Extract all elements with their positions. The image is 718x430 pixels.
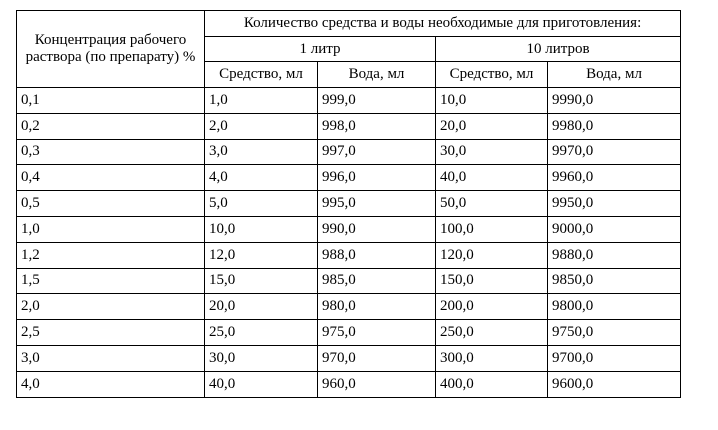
concentration-cell: 3,0 — [17, 345, 205, 371]
agent-1l-cell: 2,0 — [205, 113, 318, 139]
water-10l-cell: 9000,0 — [548, 216, 681, 242]
volume-1l-header: 1 литр — [205, 37, 436, 62]
agent-1l-header: Средство, мл — [205, 62, 318, 88]
agent-10l-cell: 400,0 — [436, 371, 548, 397]
dilution-table — [16, 10, 681, 398]
water-10l-cell: 9980,0 — [548, 113, 681, 139]
water-1l-cell: 988,0 — [318, 242, 436, 268]
water-10l-cell: 9950,0 — [548, 191, 681, 217]
water-10l-cell: 9700,0 — [548, 345, 681, 371]
water-1l-cell: 990,0 — [318, 216, 436, 242]
agent-1l-cell: 25,0 — [205, 320, 318, 346]
water-1l-cell: 998,0 — [318, 113, 436, 139]
concentration-cell: 0,1 — [17, 88, 205, 114]
agent-10l-cell: 40,0 — [436, 165, 548, 191]
concentration-cell: 4,0 — [17, 371, 205, 397]
water-10l-cell: 9990,0 — [548, 88, 681, 114]
agent-10l-cell: 150,0 — [436, 268, 548, 294]
table-row — [17, 139, 681, 165]
agent-1l-cell: 20,0 — [205, 294, 318, 320]
agent-1l-cell: 30,0 — [205, 345, 318, 371]
concentration-cell: 0,5 — [17, 191, 205, 217]
agent-10l-cell: 250,0 — [436, 320, 548, 346]
table-row — [17, 371, 681, 397]
water-10l-cell: 9600,0 — [548, 371, 681, 397]
agent-10l-cell: 300,0 — [436, 345, 548, 371]
agent-1l-cell: 5,0 — [205, 191, 318, 217]
table-header — [17, 11, 681, 88]
volume-10l-header: 10 литров — [436, 37, 681, 62]
concentration-cell: 0,3 — [17, 139, 205, 165]
agent-10l-cell: 120,0 — [436, 242, 548, 268]
concentration-cell: 0,4 — [17, 165, 205, 191]
table-row — [17, 268, 681, 294]
water-1l-cell: 985,0 — [318, 268, 436, 294]
table-row — [17, 320, 681, 346]
agent-1l-cell: 4,0 — [205, 165, 318, 191]
concentration-cell: 2,5 — [17, 320, 205, 346]
table-row — [17, 216, 681, 242]
water-1l-cell: 970,0 — [318, 345, 436, 371]
water-1l-cell: 996,0 — [318, 165, 436, 191]
agent-1l-cell: 10,0 — [205, 216, 318, 242]
quantity-header: Количество средства и воды необходимые для приготовления: — [205, 11, 681, 37]
agent-10l-cell: 200,0 — [436, 294, 548, 320]
water-1l-cell: 960,0 — [318, 371, 436, 397]
agent-1l-cell: 15,0 — [205, 268, 318, 294]
water-1l-cell: 999,0 — [318, 88, 436, 114]
agent-10l-header: Средство, мл — [436, 62, 548, 88]
table-row — [17, 88, 681, 114]
water-1l-cell: 980,0 — [318, 294, 436, 320]
agent-1l-cell: 40,0 — [205, 371, 318, 397]
agent-1l-cell: 1,0 — [205, 88, 318, 114]
concentration-cell: 1,0 — [17, 216, 205, 242]
water-10l-cell: 9750,0 — [548, 320, 681, 346]
table-row — [17, 242, 681, 268]
water-1l-cell: 975,0 — [318, 320, 436, 346]
table-body — [17, 88, 681, 398]
water-1l-cell: 995,0 — [318, 191, 436, 217]
table-row — [17, 113, 681, 139]
water-1l-cell: 997,0 — [318, 139, 436, 165]
table-row — [17, 165, 681, 191]
water-10l-header: Вода, мл — [548, 62, 681, 88]
agent-10l-cell: 50,0 — [436, 191, 548, 217]
agent-10l-cell: 10,0 — [436, 88, 548, 114]
water-1l-header: Вода, мл — [318, 62, 436, 88]
table-row — [17, 191, 681, 217]
agent-1l-cell: 12,0 — [205, 242, 318, 268]
concentration-cell: 1,5 — [17, 268, 205, 294]
water-10l-cell: 9960,0 — [548, 165, 681, 191]
concentration-cell: 1,2 — [17, 242, 205, 268]
agent-10l-cell: 30,0 — [436, 139, 548, 165]
water-10l-cell: 9970,0 — [548, 139, 681, 165]
water-10l-cell: 9800,0 — [548, 294, 681, 320]
agent-10l-cell: 20,0 — [436, 113, 548, 139]
table-row — [17, 345, 681, 371]
header-row-1 — [17, 11, 681, 37]
agent-10l-cell: 100,0 — [436, 216, 548, 242]
water-10l-cell: 9850,0 — [548, 268, 681, 294]
water-10l-cell: 9880,0 — [548, 242, 681, 268]
concentration-cell: 2,0 — [17, 294, 205, 320]
concentration-header: Концентрация рабочего раствора (по препарату) % — [17, 11, 205, 88]
table-row — [17, 294, 681, 320]
concentration-cell: 0,2 — [17, 113, 205, 139]
agent-1l-cell: 3,0 — [205, 139, 318, 165]
